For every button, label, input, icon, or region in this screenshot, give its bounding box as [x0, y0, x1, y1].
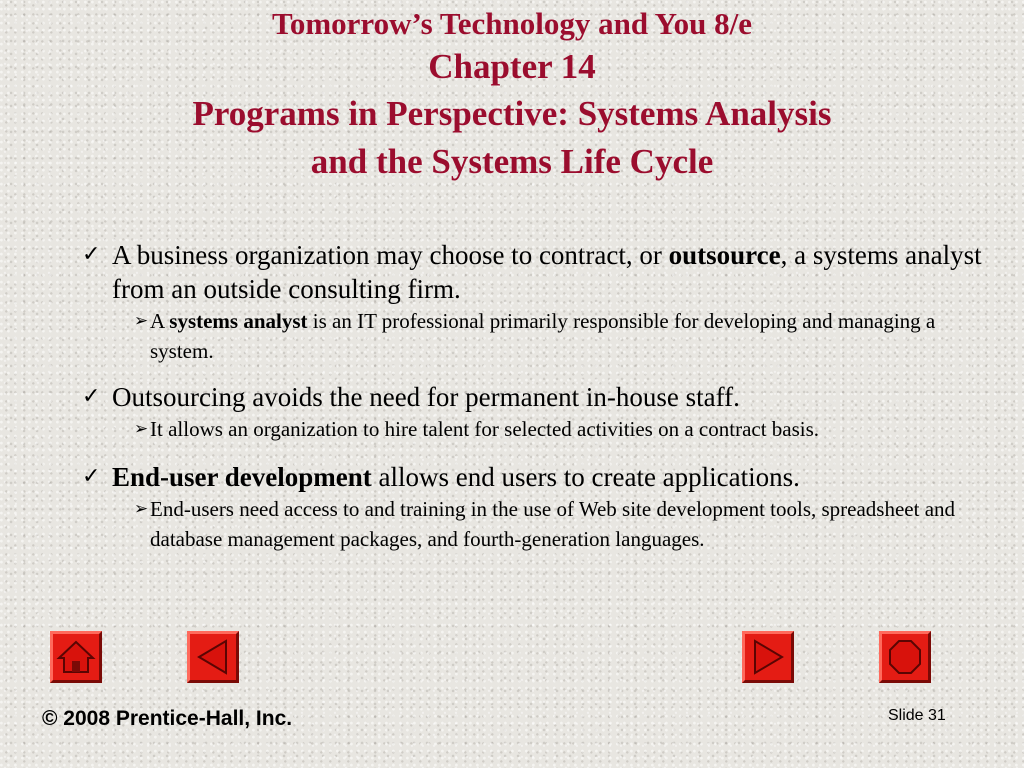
bullet-3-text: allows end users to create applications.: [371, 462, 800, 492]
forward-arrow-icon: [745, 634, 791, 680]
bullet-3-term: End-user development: [112, 462, 372, 492]
bullet-1: [82, 238, 1002, 306]
slide-title: [0, 4, 1024, 186]
forward-button[interactable]: [742, 631, 794, 683]
back-arrow-icon: [190, 634, 236, 680]
title-topic-line1: Programs in Perspective: Systems Analysis: [192, 94, 832, 133]
arrow-bullet-icon: ➢: [134, 499, 149, 519]
arrow-bullet-icon: ➢: [134, 419, 149, 439]
sub-bullet-1-prefix: A: [150, 309, 170, 333]
bullet-group-2: [82, 380, 1002, 444]
end-show-button[interactable]: [879, 631, 931, 683]
bullet-3: [82, 460, 1002, 494]
sub-bullet-2-text: It allows an organization to hire talent for selected activities on a contract basis.: [150, 417, 820, 441]
home-icon: [53, 634, 99, 680]
bullet-2: [82, 380, 1002, 414]
bullet-1-text: A business organization may choose to contract, or: [112, 240, 669, 270]
sub-bullet-2: [134, 414, 1002, 444]
copyright-notice: © 2008 Prentice-Hall, Inc.: [42, 707, 293, 730]
back-button[interactable]: [187, 631, 239, 683]
stop-octagon-icon: [882, 634, 928, 680]
home-button[interactable]: [50, 631, 102, 683]
arrow-bullet-icon: ➢: [134, 311, 149, 331]
bullet-1-text-end: , a systems analyst from an outside consulting firm.: [112, 240, 982, 304]
bullet-group-1: [82, 238, 1002, 366]
bullet-2-text: Outsourcing avoids the need for permanent in-house staff.: [112, 382, 740, 412]
check-icon: ✓: [82, 384, 101, 409]
bullet-1-term: outsource: [668, 240, 781, 270]
title-topic-line2: and the Systems Life Cycle: [310, 142, 714, 181]
check-icon: ✓: [82, 242, 101, 267]
bullet-list: [82, 238, 1002, 554]
sub-bullet-1: [134, 306, 1002, 366]
bullet-group-3: [82, 460, 1002, 554]
title-chapter: Chapter 14: [428, 47, 596, 86]
sub-bullet-1-text: is an IT professional primarily responsible for developing and managing a system.: [150, 309, 936, 363]
slide-number: Slide 31: [888, 707, 946, 724]
title-book: Tomorrow’s Technology and You 8/e: [271, 6, 752, 41]
sub-bullet-1-term: systems analyst: [169, 309, 308, 333]
sub-bullet-3-text: End-users need access to and training in the use of Web site development tools, spreadsheet and database management packages, and fourth-generation languages.: [150, 497, 956, 551]
sub-bullet-3: [134, 494, 1002, 554]
check-icon: ✓: [82, 464, 101, 489]
